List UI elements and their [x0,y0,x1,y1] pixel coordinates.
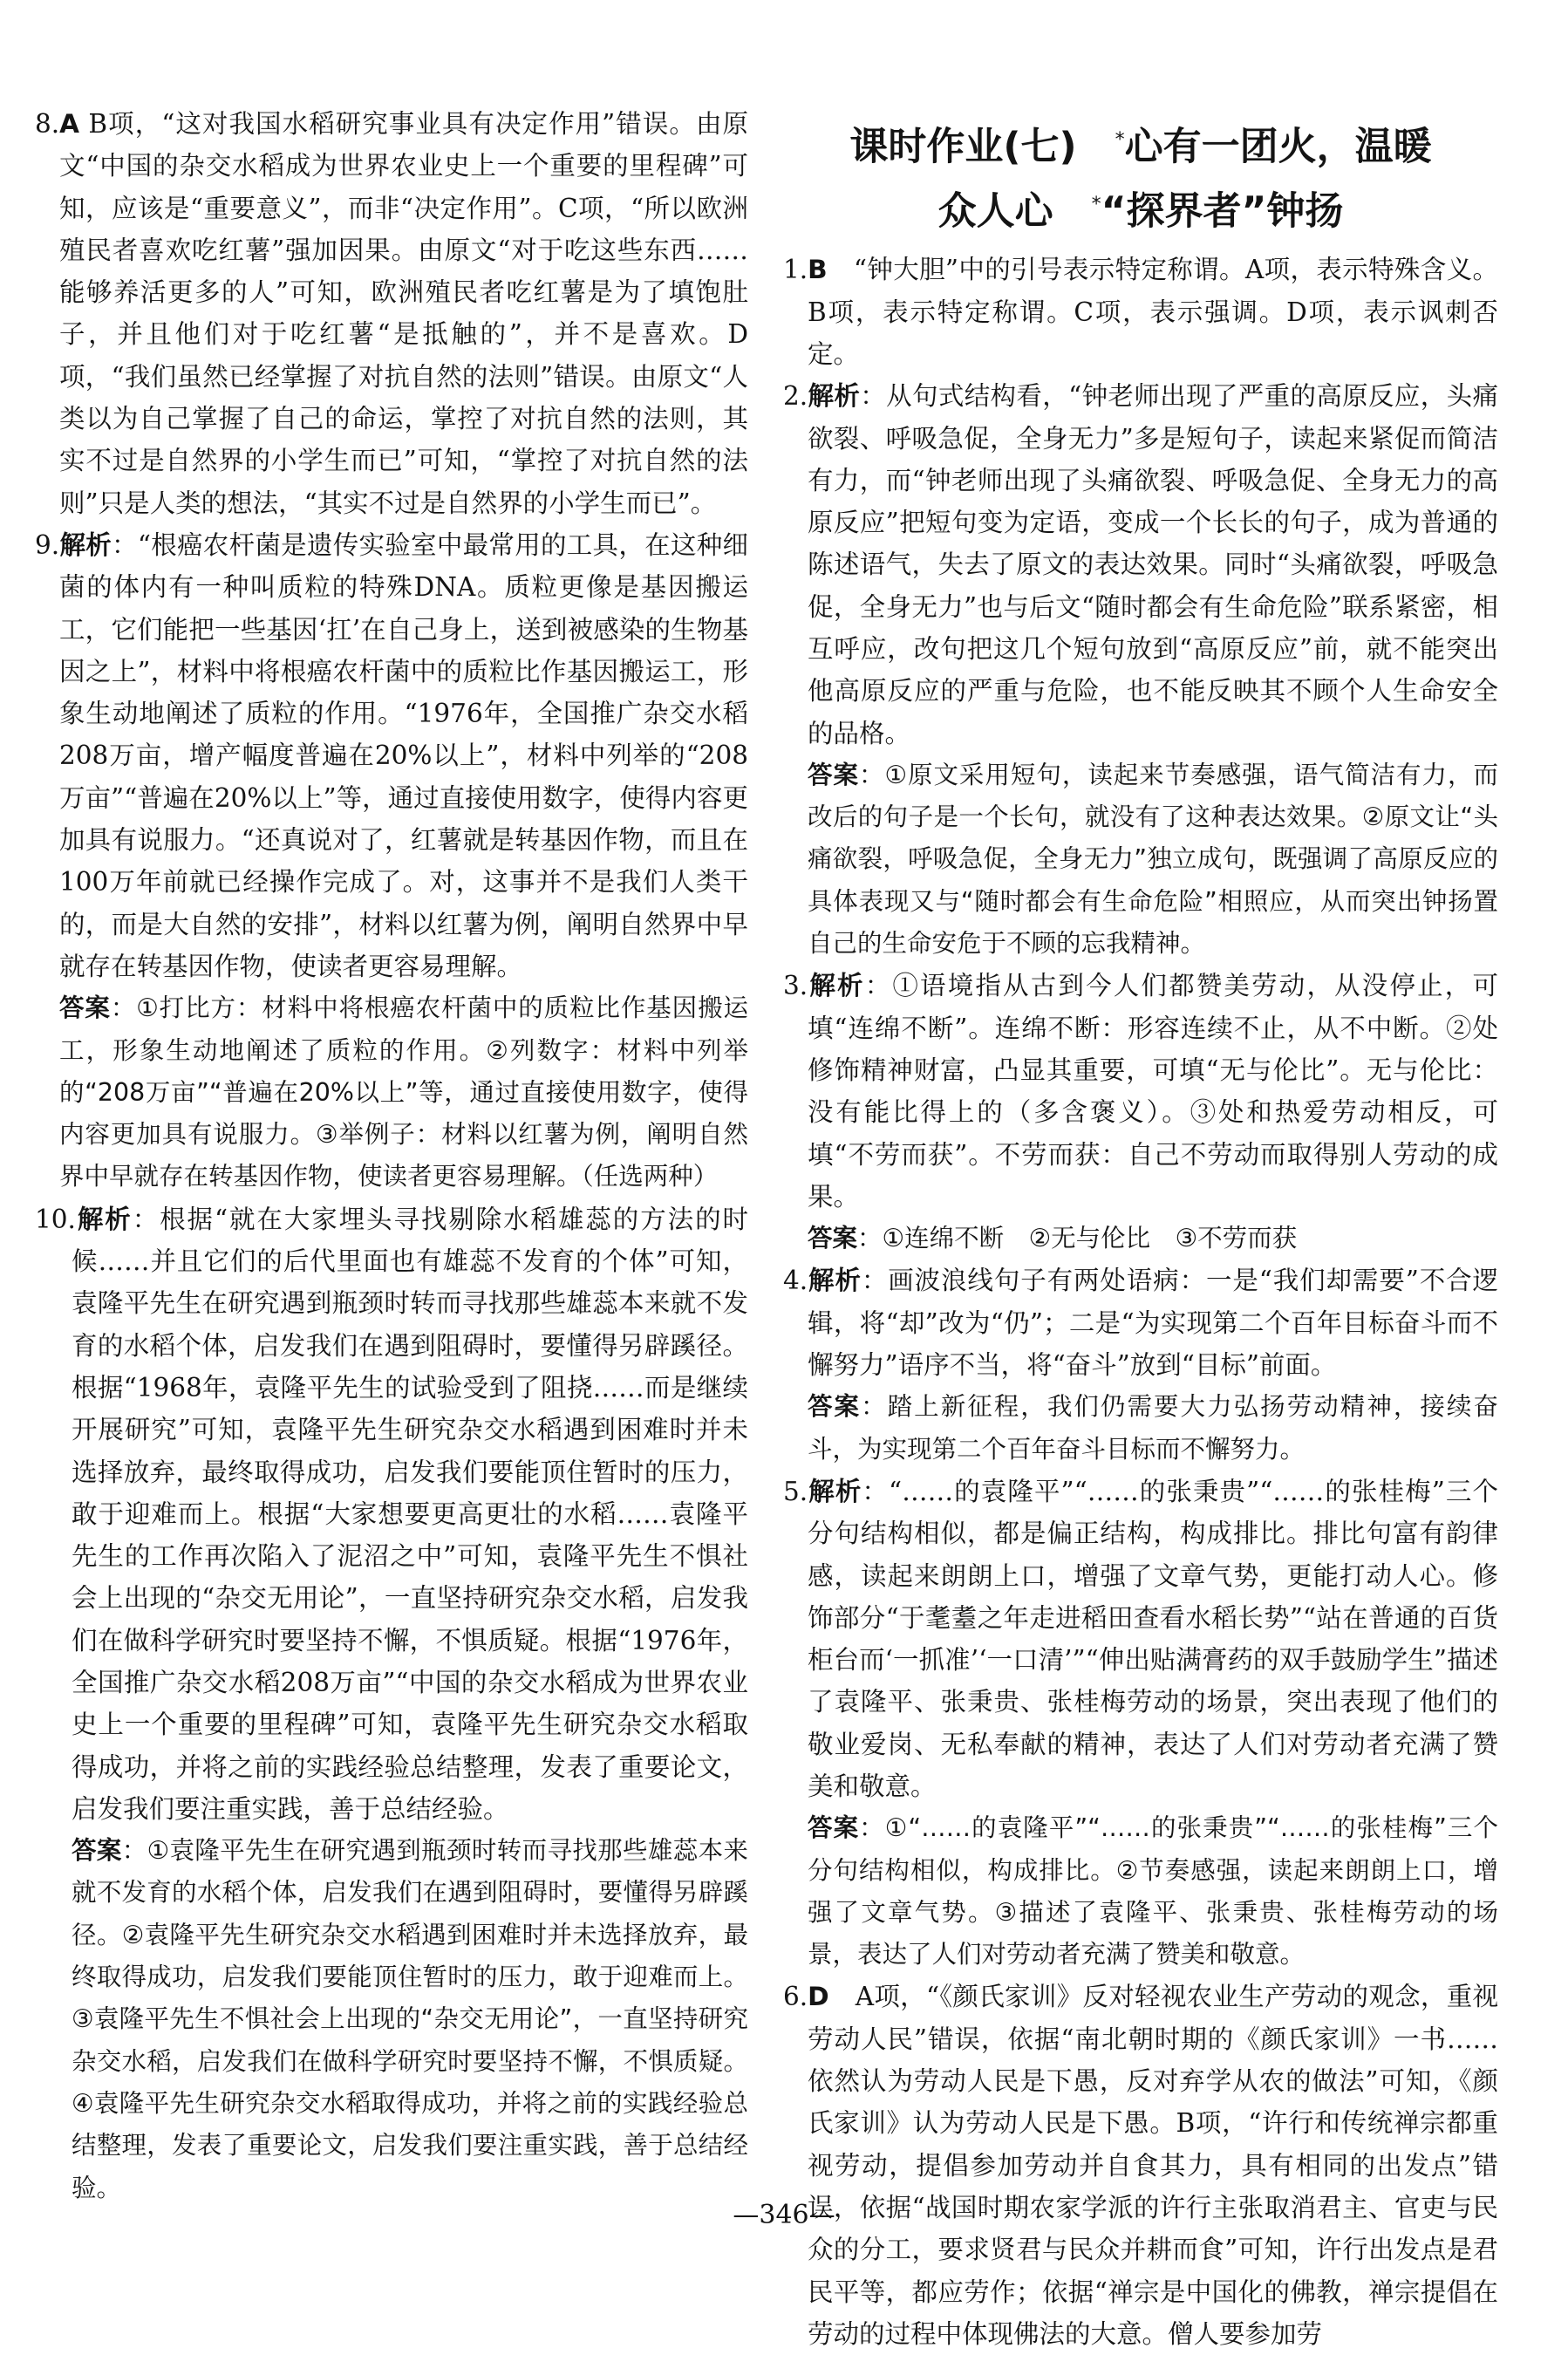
analysis-label: 解析 [808,971,865,1001]
answer-text: ：①原文采用短句，读起来节奏感强，语气简洁有力，而改后的句子是一个长句，就没有了这种表达效果。②原文让“头痛欲裂，呼吸急促，全身无力”独立成句，既强调了高原反应的具体表现又与“随时都会有生命危险”相照应，从而突出钟扬置自己的生命安危于不顾的忘我精神。 [808,760,1498,959]
explanation-text: B项，“这对我国水稻研究事业具有决定作用”错误。由原文“中国的杂交水稻成为世界农业史上一个重要的里程碑”可知，应该是“重要意义”，而非“决定作用”。C项，“所以欧洲殖民者喜欢吃红薯”强加因果。由原文“对于吃这些东西……能够养活更多的人”可知，欧洲殖民者吃红薯是为了填饱肚子，并且他们对于吃红薯“是抵触的”，并不是喜欢。D项，“我们虽然已经掌握了对抗自然的法则”错误。由原文“人类以为自己掌握了自己的命运，掌控了对抗自然的法则，其实不过是自然界的小学生而已”可知，“掌控了对抗自然的法则”只是人类的想法，“其实不过是自然界的小学生而已”。 [59,109,748,518]
analysis-text: ：从句式结构看，“钟老师出现了严重的高原反应，头痛欲裂、呼吸急促，全身无力”多是短句子，读起来紧促而简洁有力，而“钟老师出现了头痛欲裂、呼吸急促、全身无力的高原反应”把短句变为定语，变成一个长长的句子，成为普通的陈述语气，失去了原文的表达效果。同时“头痛欲裂，呼吸急促，全身无力”也与后文“随时都会有生命危险”联系紧密，相互呼应，改句把这几个短句放到“高原反应”前，就不能突出他高原反应的严重与危险，也不能反映其不顾个人生命安全的品格。 [808,381,1498,748]
section-title [783,112,1498,240]
question-4 [783,1259,1498,1386]
title-part: “探界者”钟扬 [1101,188,1344,234]
question-number: 4. [783,1266,808,1296]
answer-4 [783,1386,1498,1471]
question-8 [35,103,748,524]
question-10 [35,1198,748,1830]
title-part: 课时作业(七) [849,124,1115,169]
question-number: 10. [35,1204,76,1234]
answer-text: ：①打比方：材料中将根癌农杆菌中的质粒比作基因搬运工，形象生动地阐述了质粒的作用。②列数字：材料中列举的“208万亩”“普遍在20%以上”等，通过直接使用数字，使得内容更加具有说服力。③举例子：材料以红薯为例，阐明自然界中早就存在转基因作物，使读者更容易理解。（任选两种） [59,993,748,1191]
analysis-text: ：“根癌农杆菌是遗传实验室中最常用的工具，在这种细菌的体内有一种叫质粒的特殊DNA。质粒更像是基因搬运工，它们能把一些基因‘扛’在自己身上，送到被感染的生物基因之上”，材料中将根癌农杆菌中的质粒比作基因搬运工，形象生动地阐述了质粒的作用。“1976年，全国推广杂交水稻208万亩，增产幅度普遍在20%以上”，材料中列举的“208万亩”“普遍在20%以上”等，通过直接使用数字，使得内容更加具有说服力。“还真说对了，红薯就是转基因作物，而且在100万年前就已经操作完成了。对，这事并不是我们人类干的，而是大自然的安排”，材料以红薯为例，阐明自然界中早就存在转基因作物，使读者更容易理解。 [59,529,748,981]
question-number: 5. [783,1476,808,1506]
title-line-1 [783,112,1498,176]
answer-label: 答案 [808,1224,858,1253]
star-mark: * [1115,129,1125,151]
answer-2 [783,754,1498,965]
answer-3 [783,1218,1498,1259]
question-3 [783,965,1498,1218]
question-number: 8. [35,109,60,139]
question-6 [783,1976,1498,2355]
answer-label: 答案 [808,1813,860,1843]
analysis-text: ：①语境指从古到今人们都赞美劳动，从没停止，可填“连绵不断”。连绵不断：形容连续不止，从不中断。②处修饰精神财富，凸显其重要，可填“无与伦比”。无与伦比：没有能比得上的（多含褒义）。③处和热爱劳动相反，可填“不劳而获”。不劳而获：自己不劳动而取得别人劳动的成果。 [808,971,1498,1212]
question-5 [783,1471,1498,1807]
answer-label: 答案 [72,1836,122,1866]
analysis-label: 解析 [808,381,861,412]
analysis-text: ：根据“就在大家埋头寻找剔除水稻雄蕊的方法的时候……并且它们的后代里面也有雄蕊不发育的个体”可知，袁隆平先生在研究遇到瓶颈时转而寻找那些雄蕊本来就不发育的水稻个体，启发我们在遇到阻碍时，要懂得另辟蹊径。根据“1968年，袁隆平先生的试验受到了阻挠……而是继续开展研究”可知，袁隆平先生研究杂交水稻遇到困难时并未选择放弃，最终取得成功，启发我们要能顶住暂时的压力，敢于迎难而上。根据“大家想要更高更壮的水稻……袁隆平先生的工作再次陷入了泥沼之中”可知，袁隆平先生不惧社会上出现的“杂交无用论”，一直坚持研究杂交水稻，启发我们在做科学研究时要坚持不懈，不惧质疑。根据“1976年，全国推广杂交水稻208万亩”“中国的杂交水稻成为世界农业史上一个重要的里程碑”可知，袁隆平先生研究杂交水稻取得成功，并将之前的实践经验总结整理，发表了重要论文，启发我们要注重实践，善于总结经验。 [72,1204,748,1824]
page-number: —346— [733,2200,835,2230]
answer-10 [35,1830,748,2209]
answer-letter: A [59,109,79,139]
question-9 [35,524,748,987]
answer-text: ：踏上新征程，我们仍需要大力弘扬劳动精神，接续奋斗，为实现第二个百年奋斗目标而不懈努力。 [808,1392,1498,1464]
star-mark: * [1091,193,1101,215]
answer-label: 答案 [59,993,111,1023]
explanation-text: A项，“《颜氏家训》反对轻视农业生产劳动的观念，重视劳动人民”错误，依据“南北朝时期的《颜氏家训》一书……依然认为劳动人民是下愚，反对弃学从农的做法”可知，《颜氏家训》认为劳动人民是下愚。B项，“许行和传统禅宗都重视劳动，提倡参加劳动并自食其力，具有相同的出发点”错误，依据“战国时期农家学派的许行主张取消君主、官吏与民众的分工，要求贤君与民众并耕而食”可知，许行出发点是君民平等，都应劳作；依据“禅宗是中国化的佛教，禅宗提倡在劳动的过程中体现佛法的大意。僧人要参加劳 [808,1982,1498,2349]
right-column [783,112,1498,2355]
analysis-text: ：画波浪线句子有两处语病：一是“我们却需要”不合逻辑，将“却”改为“仍”；二是“为实现第二个百年目标奋斗而不懈努力”语序不当，将“奋斗”放到“目标”前面。 [808,1266,1498,1381]
question-number: 9. [35,529,60,560]
answer-text: ：①袁隆平先生在研究遇到瓶颈时转而寻找那些雄蕊本来就不发育的水稻个体，启发我们在遇到阻碍时，要懂得另辟蹊径。②袁隆平先生研究杂交水稻遇到困难时并未选择放弃，最终取得成功，启发我们要能顶住暂时的压力，敢于迎难而上。③袁隆平先生不惧社会上出现的“杂交无用论”，一直坚持研究杂交水稻，启发我们在做科学研究时要坚持不懈，不惧质疑。④袁隆平先生研究杂交水稻取得成功，并将之前的实践经验总结整理，发表了重要论文，启发我们要注重实践，善于总结经验。 [72,1836,748,2202]
question-1 [783,249,1498,375]
answer-label: 答案 [808,1392,862,1422]
answer-9 [35,987,748,1198]
analysis-label: 解析 [75,1204,133,1234]
answer-label: 答案 [808,760,859,789]
explanation-text: “钟大胆”中的引号表示特定称谓。A项，表示特殊含义。B项，表示特定称谓。C项，表示强调。D项，表示讽刺否定。 [808,255,1498,369]
question-2 [783,375,1498,754]
answer-letter: B [808,255,828,285]
title-line-2 [783,176,1498,241]
analysis-label: 解析 [808,1476,862,1506]
title-part: 心有一团火，温暖 [1124,124,1432,169]
question-number: 1. [783,255,808,285]
question-number: 2. [783,381,808,412]
left-column [35,103,748,2209]
answer-text: ：①“……的袁隆平”“……的张秉贵”“……的张桂梅”三个分句结构相似，构成排比。②节奏感强，读起来朗朗上口，增强了文章气势。③描述了袁隆平、张秉贵、张桂梅劳动的场景，表达了人们对劳动者充满了赞美和敬意。 [808,1813,1498,1969]
answer-letter: D [808,1982,829,2012]
title-part: 众人心 [937,188,1092,234]
analysis-label: 解析 [59,529,112,560]
answer-5 [783,1807,1498,1976]
question-number: 6. [783,1982,808,2012]
answer-text: ：①连绵不断 ②无与伦比 ③不劳而获 [857,1224,1298,1253]
question-number: 3. [783,971,808,1001]
analysis-label: 解析 [808,1266,862,1296]
analysis-text: ：“……的袁隆平”“……的张秉贵”“……的张桂梅”三个分句结构相似，都是偏正结构，构成排比。排比句富有韵律感，读起来朗朗上口，增强了文章气势，更能打动人心。修饰部分“于耄耋之年走进稻田查看水稻长势”“站在普通的百货柜台而‘一抓准’‘一口清’”“伸出贴满膏药的双手鼓励学生”描述了袁隆平、张秉贵、张桂梅劳动的场景，突出表现了他们的敬业爱岗、无私奉献的精神，表达了人们对劳动者充满了赞美和敬意。 [808,1476,1498,1801]
